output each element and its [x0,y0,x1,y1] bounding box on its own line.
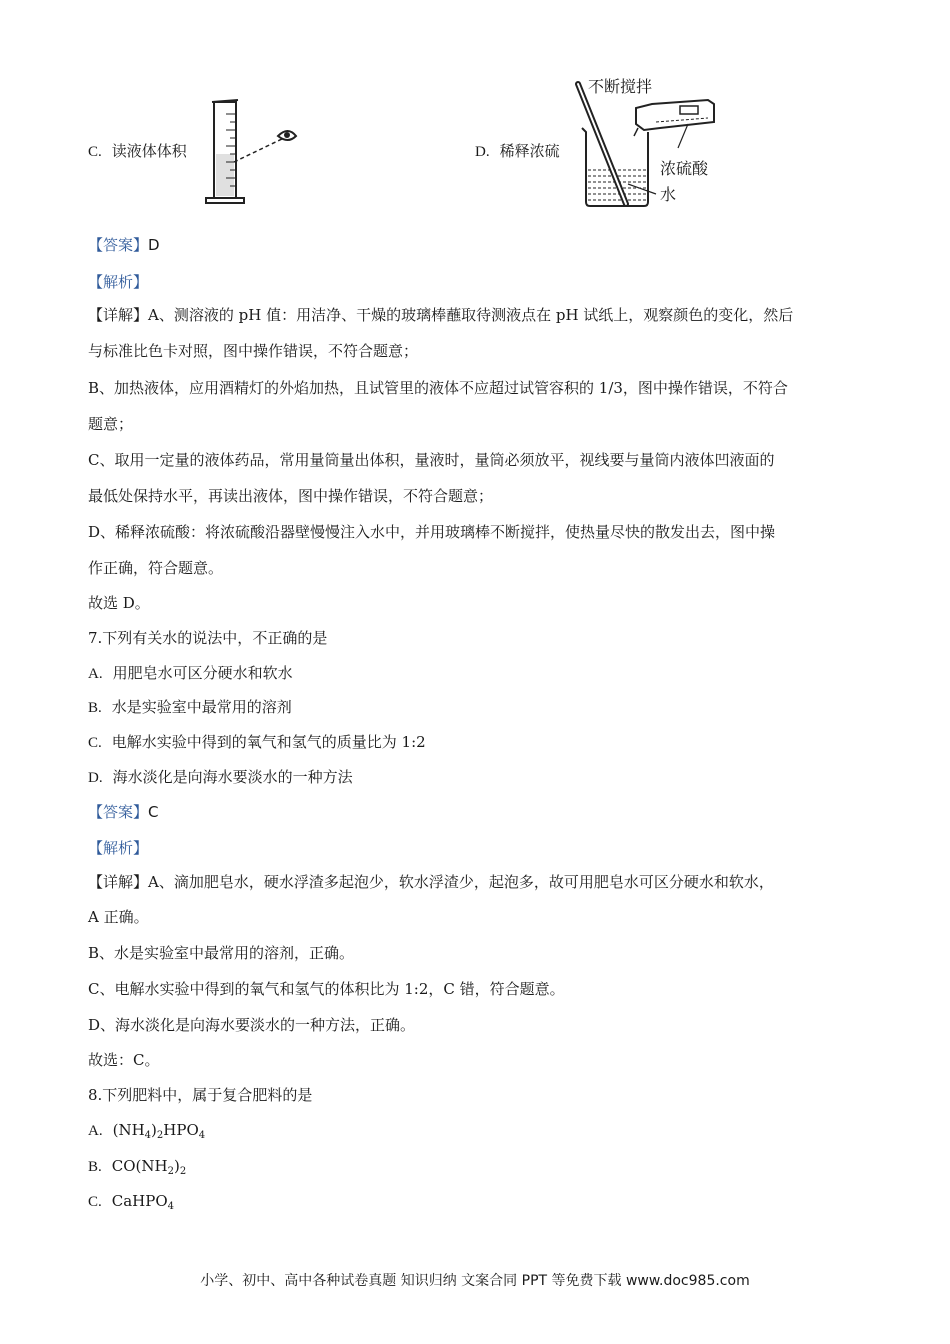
q7-detail-line-2: A 正确。 [88,908,149,926]
option-text: 电解水实验中得到的氧气和氢气的质量比为 1:2 [111,733,426,751]
answer-tag: 【答案】 [88,236,149,254]
q7-conclusion: 故选：C。 [88,1051,160,1069]
option-text: 读液体体积 [111,142,187,160]
formula: CaHPO$_4$ [111,1192,175,1212]
answer-value: D [148,236,160,254]
q8-option-b [88,1156,186,1177]
stir-label: 不断搅拌 [588,77,653,96]
analysis-tag: 【解析】 [88,839,149,857]
option-letter: C. [88,1194,102,1210]
option-c-line [88,141,187,162]
q7-detail-line-1 [88,872,774,892]
q7-option-d [88,767,353,788]
q7-option-c [88,732,426,753]
q8-option-a [88,1120,205,1141]
option-text: 水是实验室中最常用的溶剂 [111,698,292,716]
option-text: 海水淡化是向海水要淡水的一种方法 [112,768,353,786]
formula: $(NH_4)_2HPO_4$ [112,1121,206,1141]
q6-detail-line-4: 题意； [88,415,134,433]
q6-detail-line-8: 作正确，符合题意。 [88,559,224,577]
q6-detail-line-1 [88,305,793,325]
detail-text: A、测溶液的 pH 值：用洁净、干燥的玻璃棒蘸取待测液点在 pH 试纸上，观察颜色的变化，然后 [148,306,794,324]
option-text: 稀释浓硫 [499,142,560,160]
q6-detail-line-7: D、稀释浓硫酸：将浓硫酸沿器壁慢慢注入水中，并用玻璃棒不断搅拌，使热量尽快的散发出去，图中操 [88,523,776,541]
option-text: 用肥皂水可区分硬水和软水 [112,664,293,682]
q6-detail-line-6: 最低处保持水平，再读出液体，图中操作错误，不符合题意； [88,487,494,505]
option-letter: C. [88,735,102,751]
q7-detail-line-3: B、水是实验室中最常用的溶剂，正确。 [88,944,355,962]
graduated-cylinder-figure [200,96,310,208]
option-d-line [475,141,560,162]
analysis-tag: 【解析】 [88,273,149,291]
q6-conclusion: 故选 D。 [88,594,150,612]
q7-detail-line-4: C、电解水实验中得到的氧气和氢气的体积比为 1:2，C 错，符合题意。 [88,980,565,998]
q6-analysis-tag [88,272,148,292]
q6-detail-line-3: B、加热液体，应用酒精灯的外焰加热，且试管里的液体不应超过试管容积的 1/3，图中操作错误，不符合 [88,379,788,397]
option-letter: D. [88,770,103,786]
answer-value: C [148,803,159,821]
dilution-figure [568,74,728,212]
detail-tag: 【详解】 [88,306,149,324]
formula: $CO(NH_2)_2$ [111,1157,187,1177]
option-letter: A. [88,1123,103,1139]
option-letter: B. [88,1159,102,1175]
q7-option-b [88,697,292,718]
q8-stem: 8.下列肥料中，属于复合肥料的是 [88,1086,313,1104]
q7-option-a [88,663,293,684]
q7-analysis-tag [88,838,148,858]
option-letter: B. [88,700,102,716]
detail-text: A、滴加肥皂水，硬水浮渣多起泡少，软水浮渣少，起泡多，故可用肥皂水可区分硬水和软水， [148,873,774,891]
water-label: 水 [660,185,677,204]
q8-option-c [88,1191,174,1212]
page-footer: 小学、初中、高中各种试卷真题 知识归纳 文案合同 PPT 等免费下载 www.doc985.com [200,1273,750,1289]
q7-answer [88,802,159,822]
option-letter: C. [88,144,102,160]
acid-label: 浓硫酸 [660,159,709,178]
q6-detail-line-2: 与标准比色卡对照，图中操作错误，不符合题意； [88,342,419,360]
q7-detail-line-5: D、海水淡化是向海水要淡水的一种方法，正确。 [88,1016,416,1034]
detail-tag: 【详解】 [88,873,149,891]
answer-tag: 【答案】 [88,803,149,821]
option-letter: A. [88,666,103,682]
q6-answer [88,235,160,255]
option-letter: D. [475,144,490,160]
q7-stem: 7.下列有关水的说法中，不正确的是 [88,629,328,647]
q6-detail-line-5: C、取用一定量的液体药品，常用量筒量出体积，量液时，量筒必须放平，视线要与量筒内液体凹液面的 [88,451,775,469]
